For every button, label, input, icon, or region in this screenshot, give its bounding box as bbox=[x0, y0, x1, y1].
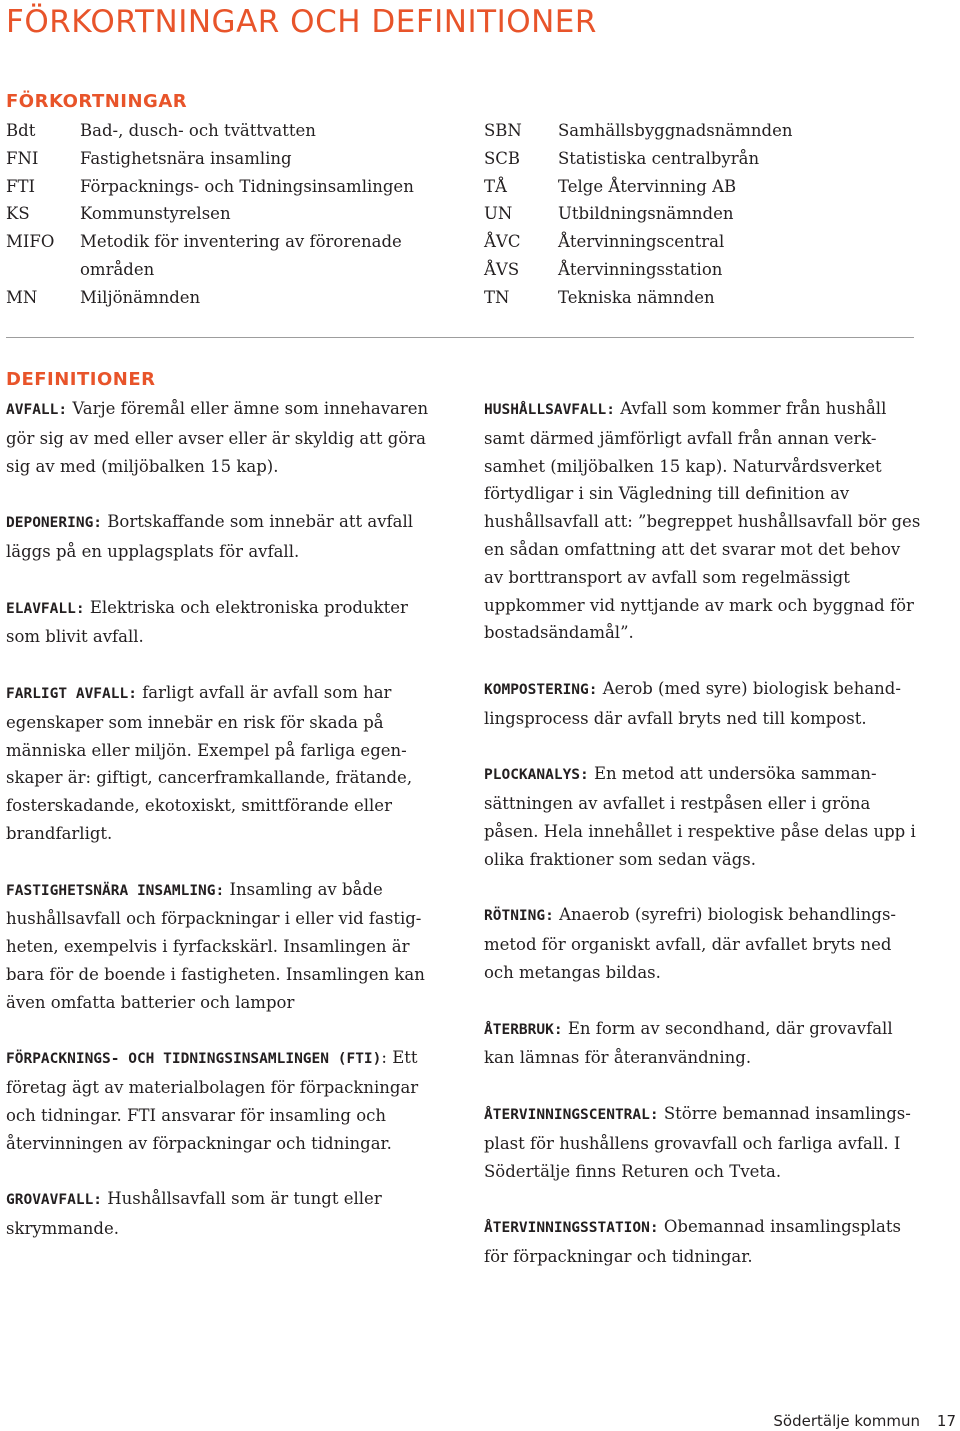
abbreviation-row bbox=[484, 173, 924, 201]
definition-text: Aerob (med syre) biologisk behand-lingsprocess där avfall bryts ned till kompost. bbox=[484, 678, 901, 728]
abbreviation-code: FTI bbox=[6, 176, 35, 196]
abbreviations-right-list bbox=[484, 117, 924, 312]
abbreviation-code: ÅVS bbox=[484, 259, 520, 279]
abbreviation-code: UN bbox=[484, 204, 513, 224]
definition-text: En metod att undersöka samman-sättningen av avfallet i restpåsen eller i gröna påsen. Hela innehållet i respektive påse delas upp i olika fraktioner som sedan vägs. bbox=[484, 764, 916, 869]
abbreviation-text: Tekniska nämnden bbox=[558, 287, 715, 307]
abbreviation-row bbox=[484, 284, 924, 312]
abbreviation-text: Återvinningsstation bbox=[558, 259, 723, 279]
abbreviation-text: Utbildningsnämnden bbox=[558, 204, 734, 224]
definition-text: Elektriska och elektroniska produkter som blivit avfall. bbox=[6, 597, 408, 647]
abbreviation-row bbox=[6, 200, 446, 228]
definition-text: Större bemannad insamlings-plast för hushållens grovavfall och farliga avfall. I Södertälje finns Returen och Tveta. bbox=[484, 1103, 911, 1181]
definition-text: farligt avfall är avfall som har egenskaper som innebär en risk för skada på människa eller miljön. Exempel på farliga egen-skaper är: giftigt, cancerframkallande, frätande, fosterskadande, ekotoxiskt, smittförande eller brandfarligt. bbox=[6, 682, 413, 843]
abbreviation-row bbox=[6, 228, 446, 256]
definition-fti bbox=[6, 1044, 436, 1157]
definition-elavfall bbox=[6, 594, 436, 652]
abbreviation-row bbox=[484, 200, 924, 228]
definition-term: ELAVFALL: bbox=[6, 600, 85, 617]
abbreviation-text: Metodik för inventering av förorenade bbox=[80, 232, 402, 252]
definition-atervinningsstation bbox=[484, 1213, 924, 1271]
abbreviation-row bbox=[6, 117, 446, 145]
definitions-left-column bbox=[6, 395, 436, 1271]
abbreviation-row bbox=[484, 228, 924, 256]
abbreviations-left-list bbox=[6, 117, 446, 312]
definition-term: FASTIGHETSNÄRA INSAMLING: bbox=[6, 882, 225, 899]
definition-text: Hushållsavfall som är tungt eller skrymmande. bbox=[6, 1189, 382, 1239]
definition-text: Anaerob (syrefri) biologisk behandlings-metod för organiskt avfall, där avfallet bryts ned och metangas bildas. bbox=[484, 905, 896, 982]
abbreviation-row bbox=[6, 256, 446, 284]
definition-term: HUSHÅLLSAVFALL: bbox=[484, 402, 615, 418]
abbreviation-code: FNI bbox=[6, 148, 39, 168]
abbreviation-code: ÅVC bbox=[484, 232, 521, 252]
abbreviation-text: Miljönämnden bbox=[80, 287, 201, 307]
definition-hushallsavfall bbox=[484, 395, 924, 647]
definition-kompostering bbox=[484, 675, 924, 733]
abbreviation-row bbox=[484, 145, 924, 173]
definition-deponering bbox=[6, 508, 436, 566]
definition-text: Varje föremål eller ämne som innehavaren gör sig av med eller avser eller är skyldig att göra sig av med (miljöbalken 15 kap). bbox=[6, 399, 429, 476]
page-title: FÖRKORTNINGAR OCH DEFINITIONER bbox=[6, 4, 597, 40]
abbreviation-text: områden bbox=[80, 259, 155, 279]
abbreviation-code: Bdt bbox=[6, 121, 36, 140]
definition-term: PLOCKANALYS: bbox=[484, 767, 589, 784]
definition-text: En form av secondhand, där grovavfall kan lämnas för återanvändning. bbox=[484, 1018, 893, 1068]
footer-publisher: Södertälje kommun bbox=[773, 1412, 920, 1430]
definition-term: FARLIGT AVFALL: bbox=[6, 685, 137, 702]
definitions-heading: DEFINITIONER bbox=[6, 369, 156, 390]
abbreviation-text: Kommunstyrelsen bbox=[80, 204, 231, 224]
definition-text: : Ett företag ägt av materialbolagen för förpackningar och tidningar. FTI ansvarar för insamling och återvinningen av förpackningar och tidningar. bbox=[6, 1048, 419, 1153]
abbreviation-code: TÅ bbox=[484, 176, 507, 196]
page-number: 17 bbox=[936, 1412, 956, 1430]
definition-term: AVFALL: bbox=[6, 402, 68, 418]
abbreviation-text: Bad-, dusch- och tvättvatten bbox=[80, 121, 316, 140]
abbreviation-code: KS bbox=[6, 204, 30, 224]
definition-atervinningscentral bbox=[484, 1100, 924, 1185]
definition-text: Avfall som kommer från hushåll samt därmed jämförligt avfall från annan verk-samhet (miljöbalken 15 kap). Naturvårdsverket förtydligar i sin Vägledning till definition av hushållsavfall att: ”begreppet hushållsavfall bör ges en sådan omfattning att det svarar mot det behov av borttransport av avfall som regelmässigt uppkommer vid nyttjande av mark och byggnad för bostadsändamål”. bbox=[484, 399, 921, 643]
abbreviation-row bbox=[6, 173, 446, 201]
abbreviation-text: Återvinningscentral bbox=[558, 232, 725, 252]
definition-term: GROVAVFALL: bbox=[6, 1192, 103, 1209]
definition-text: Bortskaffande som innebär att avfall läggs på en upplagsplats för avfall. bbox=[6, 512, 414, 561]
definition-term: FÖRPACKNINGS- OCH TIDNINGSINSAMLINGEN (FTI) bbox=[6, 1051, 382, 1068]
abbreviation-code: MIFO bbox=[6, 232, 55, 252]
definition-rotning bbox=[484, 901, 924, 986]
abbreviation-text: Förpacknings- och Tidningsinsamlingen bbox=[80, 176, 414, 196]
abbreviation-row bbox=[484, 256, 924, 284]
abbreviation-text: Telge Återvinning AB bbox=[558, 176, 737, 196]
abbreviation-code: SBN bbox=[484, 121, 522, 140]
definition-fastighetsnara-insamling bbox=[6, 876, 436, 1017]
definition-term: ÅTERVINNINGSCENTRAL: bbox=[484, 1106, 659, 1123]
abbreviation-code: MN bbox=[6, 287, 38, 307]
definition-grovavfall bbox=[6, 1185, 436, 1243]
definition-term: ÅTERBRUK: bbox=[484, 1021, 563, 1038]
definition-text: Obemannad insamlingsplats för förpackningar och tidningar. bbox=[484, 1217, 901, 1266]
definition-term: DEPONERING: bbox=[6, 515, 103, 532]
definition-avfall bbox=[6, 395, 436, 480]
section-divider bbox=[6, 337, 914, 338]
definition-aterbruk bbox=[484, 1015, 924, 1073]
abbreviation-row bbox=[484, 117, 924, 145]
abbreviation-code: SCB bbox=[484, 148, 521, 168]
abbreviation-code: TN bbox=[484, 287, 510, 307]
abbreviation-text: Fastighetsnära insamling bbox=[80, 148, 292, 168]
abbreviation-text: Statistiska centralbyrån bbox=[558, 148, 760, 168]
abbreviation-row bbox=[6, 284, 446, 312]
abbreviations-heading: FÖRKORTNINGAR bbox=[6, 91, 188, 112]
abbreviation-row bbox=[6, 145, 446, 173]
definition-plockanalys bbox=[484, 760, 924, 873]
definition-term: ÅTERVINNINGSSTATION: bbox=[484, 1220, 659, 1237]
definition-term: KOMPOSTERING: bbox=[484, 681, 598, 698]
abbreviation-text: Samhällsbyggnadsnämnden bbox=[558, 121, 793, 140]
definition-term: RÖTNING: bbox=[484, 908, 554, 925]
definition-text: Insamling av både hushållsavfall och förpackningar i eller vid fastig-heten, exempelvis i fyrfackskärl. Insamlingen är bara för de boende i fastigheten. Insamlingen kan även omfatta batterier och lampor bbox=[6, 879, 425, 1012]
definitions-right-column bbox=[484, 395, 924, 1299]
abbreviation-code bbox=[6, 256, 80, 284]
definition-farligt-avfall bbox=[6, 679, 436, 848]
